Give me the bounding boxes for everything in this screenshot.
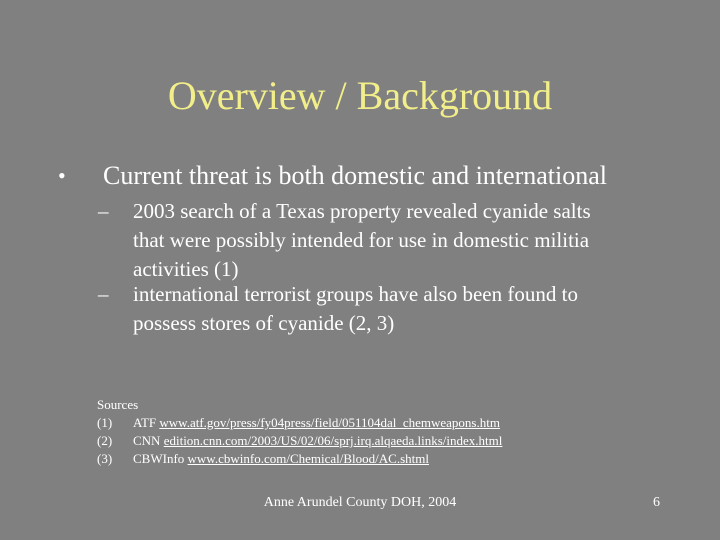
sub-bullet-line: 2003 search of a Texas property revealed cyanide salts xyxy=(133,199,591,223)
source-body xyxy=(133,450,429,468)
sub-bullet-line: possess stores of cyanide (2, 3) xyxy=(133,311,395,335)
bullet-mark: • xyxy=(58,163,66,188)
sub-bullet-line: that were possibly intended for use in domestic militia xyxy=(133,228,590,252)
slide-number: 6 xyxy=(653,495,660,510)
sub-bullet-text xyxy=(133,280,678,338)
source-number: (3) xyxy=(97,451,113,466)
sub-bullet-line: international terrorist groups have also been found to xyxy=(133,282,578,306)
source-link[interactable]: edition.cnn.com/2003/US/02/06/sprj.irq.alqaeda.links/index.html xyxy=(163,433,503,448)
source-item xyxy=(97,450,657,468)
sources-heading: Sources xyxy=(97,397,139,412)
source-link[interactable]: www.atf.gov/press/fy04press/field/051104dal_chemweapons.htm xyxy=(159,415,500,430)
source-label: CBWInfo xyxy=(133,451,185,466)
bullet-text: Current threat is both domestic and international xyxy=(103,161,607,190)
source-number: (1) xyxy=(97,415,113,430)
sub-bullet-dash: – xyxy=(98,282,109,306)
sub-bullet-dash: – xyxy=(98,199,109,223)
slide-footer: Anne Arundel County DOH, 2004 xyxy=(263,495,457,510)
sub-bullet-line: activities (1) xyxy=(133,257,239,281)
source-body xyxy=(133,414,500,432)
sources-list xyxy=(97,396,657,468)
sub-bullet-text xyxy=(133,197,678,284)
source-number: (2) xyxy=(97,433,113,448)
source-label: CNN xyxy=(133,433,161,448)
source-item xyxy=(97,432,657,450)
slide-title: Overview / Background xyxy=(167,73,553,118)
source-item xyxy=(97,414,657,432)
source-body xyxy=(133,432,502,450)
source-link[interactable]: www.cbwinfo.com/Chemical/Blood/AC.shtml xyxy=(187,451,429,466)
source-label: ATF xyxy=(133,415,157,430)
